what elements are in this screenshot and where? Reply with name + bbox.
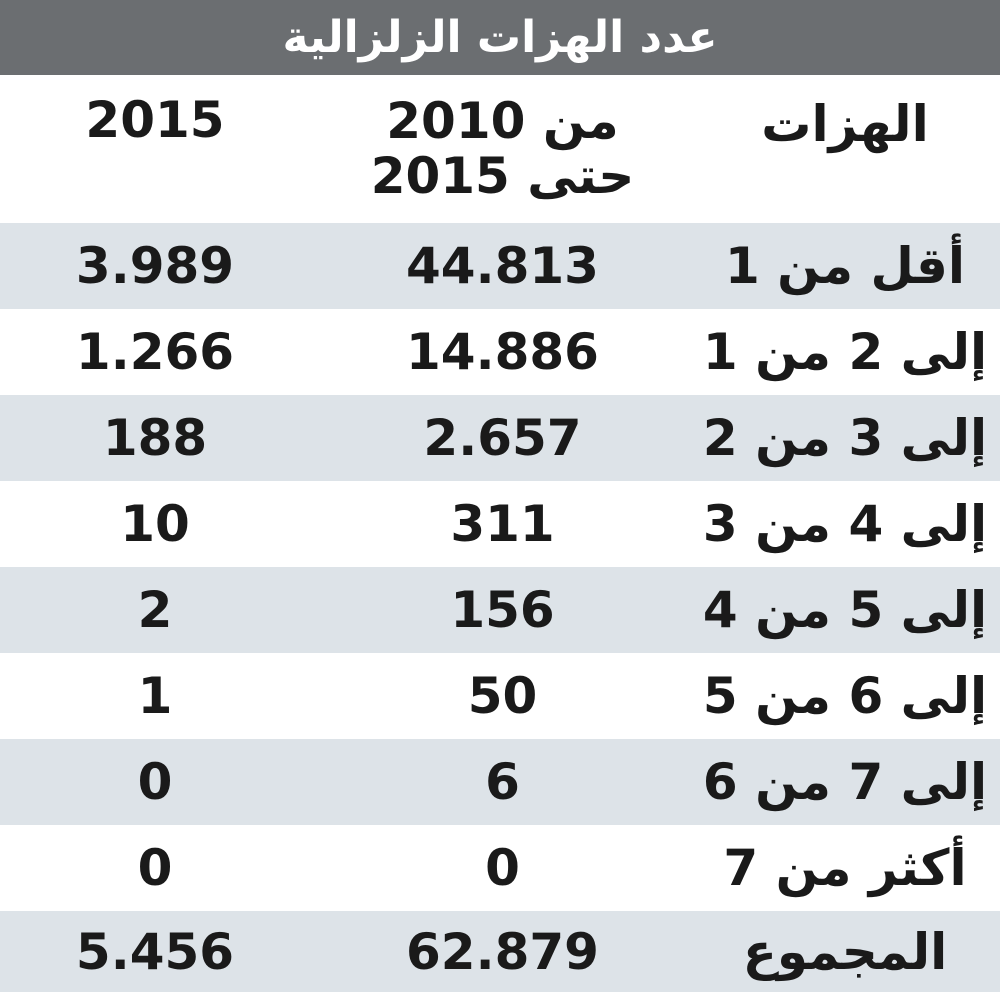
row-label: إلى 5 من 4 — [702, 581, 988, 639]
row-label: إلى 7 من 6 — [702, 753, 988, 811]
header-range-text — [371, 94, 635, 204]
row-year-value: 3.989 — [75, 237, 235, 295]
row-range-value: 14.886 — [406, 323, 599, 381]
header-label: الهزات — [761, 95, 929, 153]
table-row — [0, 309, 1000, 395]
header-range-line1: من 2010 — [386, 92, 619, 150]
row-year-value: 188 — [102, 409, 208, 467]
row-label: إلى 2 من 1 — [702, 323, 988, 381]
row-year-value: 2 — [137, 581, 173, 639]
row-year-value: 5.456 — [75, 922, 235, 981]
row-label: المجموع — [742, 922, 948, 981]
table-row — [0, 567, 1000, 653]
header-year: 2015 — [85, 91, 225, 149]
row-label: أكثر من 7 — [723, 839, 967, 897]
row-range-value: 50 — [467, 667, 538, 725]
header-range — [345, 75, 660, 223]
table-row — [0, 825, 1000, 911]
table-row-total — [0, 911, 1000, 992]
table-row — [0, 223, 1000, 309]
table-row — [0, 395, 1000, 481]
row-label: إلى 4 من 3 — [702, 495, 988, 553]
row-range-value: 6 — [485, 753, 520, 811]
table-row — [0, 653, 1000, 739]
table-row — [0, 739, 1000, 825]
row-range-value: 2.657 — [423, 409, 582, 467]
row-year-value: 1.266 — [75, 323, 235, 381]
table-title: عدد الهزات الزلزالية — [0, 0, 1000, 75]
row-label: أقل من 1 — [724, 237, 966, 295]
row-range-value: 0 — [485, 839, 520, 897]
row-range-value: 44.813 — [406, 237, 599, 295]
row-year-value: 0 — [137, 839, 173, 897]
header-range-line2: حتى 2015 — [370, 147, 635, 205]
row-range-value: 156 — [450, 581, 555, 639]
row-label: إلى 6 من 5 — [702, 667, 988, 725]
row-label: إلى 3 من 2 — [702, 409, 988, 467]
row-year-value: 1 — [137, 667, 173, 725]
table-row — [0, 481, 1000, 567]
row-range-value: 311 — [450, 495, 555, 553]
row-year-value: 0 — [137, 753, 173, 811]
header-row — [0, 75, 1000, 223]
row-year-value: 10 — [120, 495, 190, 553]
row-range-value: 62.879 — [406, 922, 599, 981]
